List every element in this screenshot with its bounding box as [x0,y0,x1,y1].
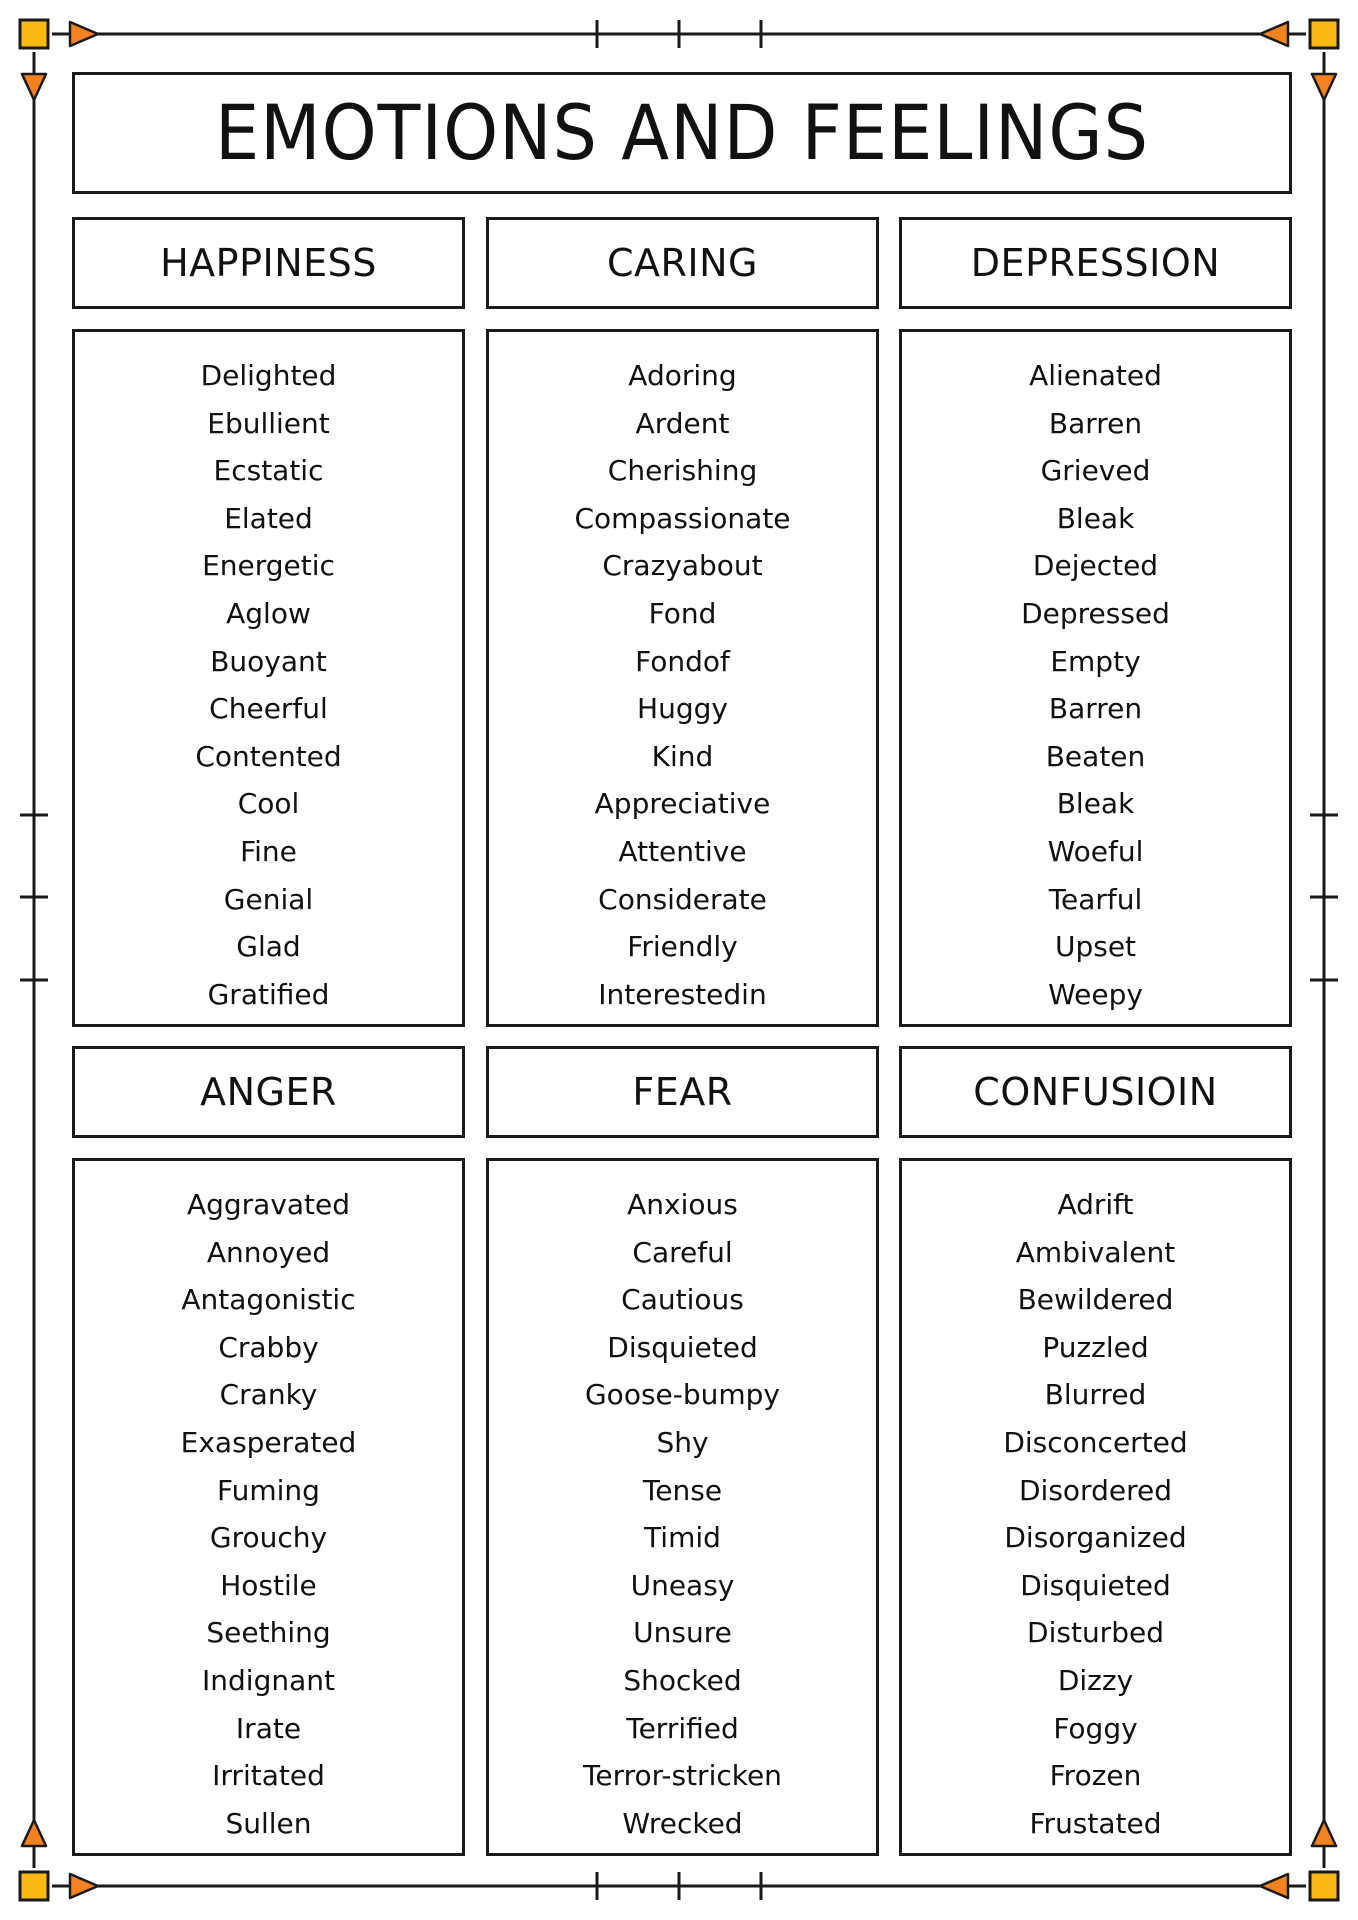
word-item: Woeful [1047,834,1144,868]
category-header-happiness [72,217,465,309]
category-header-caring [486,217,879,309]
word-list [75,352,462,1018]
word-item: Ebullient [207,406,330,440]
word-item: Uneasy [630,1568,735,1602]
word-list [902,352,1289,1018]
word-item: Fine [240,834,297,868]
word-item: Goose-bumpy [584,1378,780,1412]
word-item: Irritated [212,1759,325,1793]
word-item: Bleak [1056,787,1135,821]
word-item: Anxious [627,1188,738,1221]
word-item: Friendly [627,930,738,964]
word-item: Compassionate [574,501,791,535]
word-item: Appreciative [594,787,771,821]
word-item: Exasperated [180,1425,357,1459]
word-item: Weepy [1048,977,1143,1011]
category-header-fear [486,1046,879,1138]
word-item: Cool [237,787,300,821]
word-item: Barren [1048,406,1143,440]
word-item: Crazyabout [602,549,763,583]
word-item: Contented [195,739,342,773]
word-item: Considerate [598,882,767,916]
category-title: CONFUSIOIN [973,1070,1218,1114]
word-item: Crabby [218,1330,319,1364]
word-item: Seething [206,1616,331,1650]
word-item: Foggy [1053,1711,1138,1745]
word-item: Gratified [207,977,330,1011]
word-item: Disquieted [1020,1568,1171,1602]
category-title: ANGER [200,1070,337,1114]
word-item: Tense [642,1473,723,1507]
word-item: Kind [651,739,714,773]
word-item: Aglow [226,596,311,630]
word-list [489,352,876,1018]
word-item: Bleak [1056,501,1135,535]
word-item: Attentive [618,834,747,868]
word-item: Alienated [1029,359,1162,392]
word-item: Disconcerted [1003,1425,1188,1459]
word-list-box-anger [72,1158,465,1856]
word-item: Unsure [633,1616,732,1650]
word-item: Hostile [220,1568,317,1602]
word-item: Interestedin [598,977,767,1011]
word-list [75,1181,462,1847]
word-item: Ecstatic [213,454,324,488]
word-item: Buoyant [210,644,327,678]
category-title: HAPPINESS [160,241,377,285]
word-item: Fondof [635,644,730,678]
word-item: Indignant [202,1663,335,1697]
word-item: Barren [1048,692,1143,726]
word-item: Adrift [1057,1188,1134,1221]
word-item: Cherishing [607,454,758,488]
word-item: Beaten [1045,739,1146,773]
word-item: Grouchy [209,1521,328,1555]
word-list-box-caring [486,329,879,1027]
word-item: Frozen [1049,1759,1142,1793]
word-item: Careful [632,1235,733,1269]
word-item: Cheerful [209,692,328,726]
word-item: Fuming [217,1473,320,1507]
word-item: Genial [223,882,314,916]
word-item: Dizzy [1057,1663,1134,1697]
word-item: Cranky [219,1378,318,1412]
word-item: Fond [648,596,717,630]
word-item: Adoring [628,359,737,392]
word-item: Energetic [202,549,335,583]
word-list [902,1181,1289,1847]
word-item: Delighted [200,359,337,392]
page-title: EMOTIONS AND FEELINGS [214,88,1150,178]
title-box [72,72,1292,194]
category-header-anger [72,1046,465,1138]
word-item: Blurred [1044,1378,1147,1412]
word-item: Grieved [1040,454,1151,488]
word-item: Disturbed [1027,1616,1164,1650]
word-item: Timid [644,1521,721,1555]
category-header-confusion [899,1046,1292,1138]
word-item: Glad [236,930,301,964]
word-item: Disorganized [1004,1521,1187,1555]
category-header-depression [899,217,1292,309]
word-item: Shocked [623,1663,742,1697]
word-item: Bewildered [1017,1283,1174,1317]
word-item: Irate [235,1711,302,1745]
word-item: Puzzled [1042,1330,1149,1364]
category-title: FEAR [632,1070,733,1114]
word-item: Sullen [225,1806,312,1840]
word-item: Cautious [621,1283,744,1317]
word-item: Aggravated [186,1188,351,1221]
word-item: Disquieted [607,1330,758,1364]
word-list-box-fear [486,1158,879,1856]
word-item: Annoyed [206,1235,331,1269]
category-title: CARING [606,241,758,285]
word-list [489,1181,876,1847]
word-item: Dejected [1032,549,1159,583]
word-item: Depressed [1021,596,1170,630]
word-item: Wrecked [622,1806,743,1840]
category-title: DEPRESSION [970,241,1221,285]
word-list-box-depression [899,329,1292,1027]
word-item: Empty [1050,644,1141,678]
word-list-box-happiness [72,329,465,1027]
word-item: Ardent [635,406,730,440]
word-item: Terror-stricken [583,1759,782,1793]
word-list-box-confusion [899,1158,1292,1856]
word-item: Disordered [1019,1473,1172,1507]
word-item: Huggy [637,692,728,726]
word-item: Tearful [1048,882,1143,916]
word-item: Antagonistic [181,1283,356,1317]
word-item: Ambivalent [1015,1235,1176,1269]
word-item: Frustated [1029,1806,1162,1840]
word-item: Terrified [626,1711,739,1745]
word-item: Shy [656,1425,709,1459]
word-item: Upset [1054,930,1137,964]
word-item: Elated [224,501,313,535]
